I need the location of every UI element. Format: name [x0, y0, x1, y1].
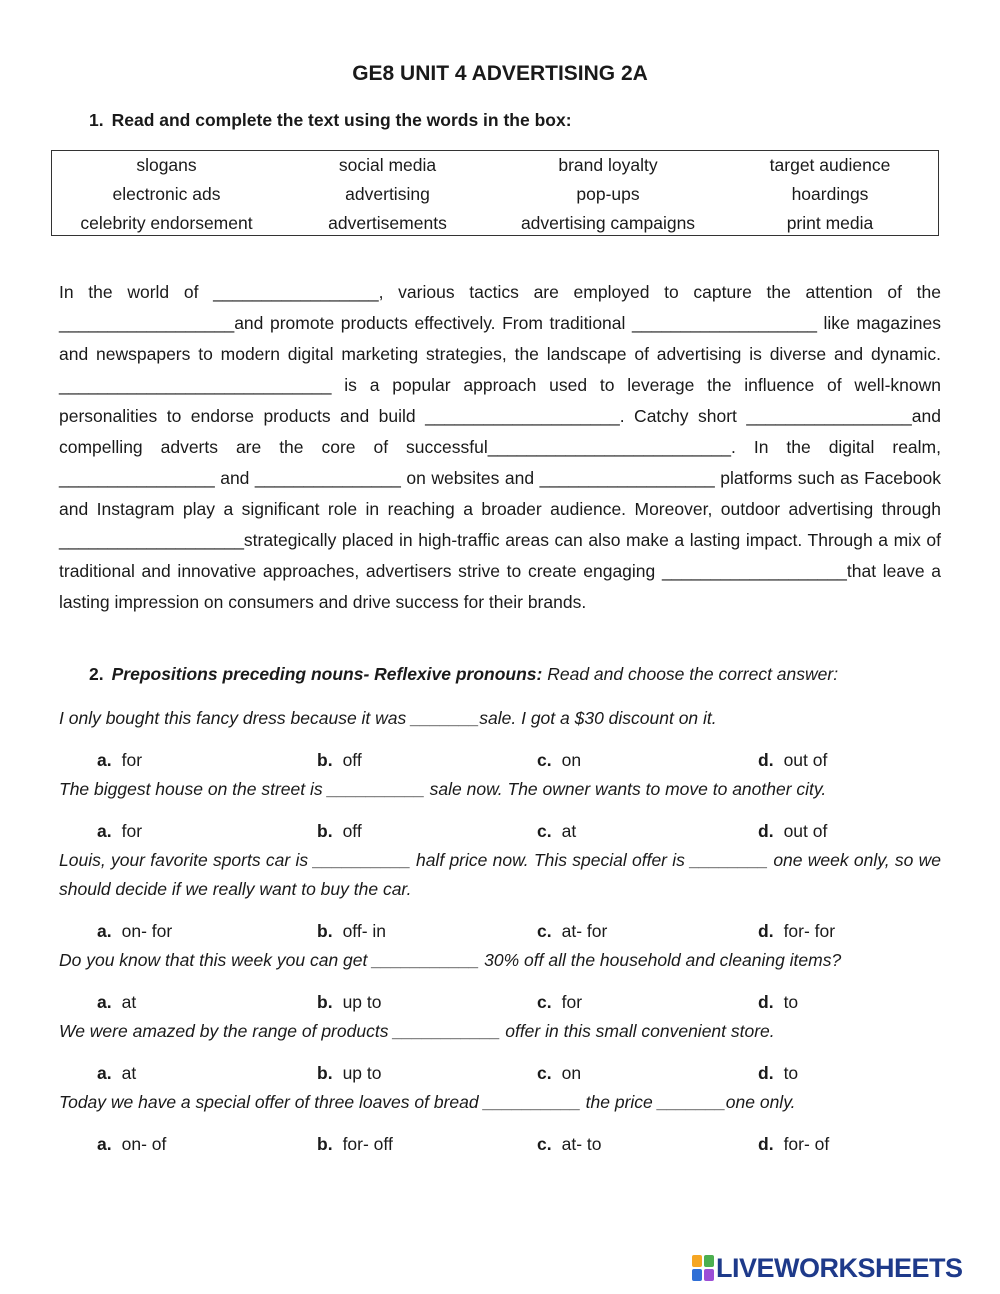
option-text: up to — [342, 1063, 382, 1083]
word-box-item: advertising — [345, 184, 430, 204]
question-item — [59, 775, 941, 846]
answer-option[interactable] — [758, 746, 827, 775]
option-letter: b. — [317, 1063, 333, 1083]
word-box-item: advertisements — [328, 213, 447, 233]
word-box-item: print media — [786, 213, 874, 233]
option-letter: d. — [758, 1063, 774, 1083]
word-box-item: slogans — [136, 155, 197, 175]
option-letter: a. — [97, 750, 112, 770]
option-letter: b. — [317, 821, 333, 841]
option-text: for- off — [342, 1134, 393, 1154]
question-item — [59, 1017, 941, 1088]
question-item — [59, 846, 941, 946]
question-item — [59, 704, 941, 775]
option-letter: a. — [97, 992, 112, 1012]
option-letter: d. — [758, 750, 774, 770]
option-letter: b. — [317, 992, 333, 1012]
option-text: at- for — [561, 921, 608, 941]
option-letter: b. — [317, 921, 333, 941]
question-text: I only bought this fancy dress because it was _______sale. I got a $30 discount on it. — [59, 708, 717, 728]
question-text: Do you know that this week you can get ___________ 30% off all the household and cleaning items? — [59, 950, 842, 970]
option-letter: b. — [317, 750, 333, 770]
answer-option[interactable] — [97, 1059, 136, 1088]
option-text: to — [783, 992, 799, 1012]
answer-option[interactable] — [97, 817, 142, 846]
answer-option[interactable] — [537, 1130, 602, 1159]
option-text: at — [121, 1063, 137, 1083]
option-letter: c. — [537, 1063, 552, 1083]
option-text: off- in — [342, 921, 387, 941]
word-box-item: pop-ups — [576, 184, 640, 204]
option-text: for — [121, 750, 143, 770]
question-list — [59, 704, 941, 1159]
logo-icon-tile — [704, 1255, 714, 1267]
option-letter: d. — [758, 821, 774, 841]
word-box-item: social media — [338, 155, 437, 175]
option-letter: c. — [537, 992, 552, 1012]
question-item — [59, 946, 941, 1017]
word-box-item: celebrity endorsement — [80, 213, 253, 233]
question-text: The biggest house on the street is __________ sale now. The owner wants to move to another city. — [59, 779, 827, 799]
option-text: at — [121, 992, 137, 1012]
answer-options — [59, 817, 941, 846]
answer-options — [59, 1059, 941, 1088]
cloze-passage: In the world of _________________, various tactics are employed to capture the attention of the __________________and promote products effectively. From traditional ___________________ like magazines and newspapers to modern digital marketing strategies, the landscape of advertising is diverse and dynamic. ____________________________ is a popular approach used to leverage the influence of well-known personalities to endorse products and build ____________________. Catchy short _________________and compelling adverts are the core of successful_________________________. In the digital realm, ________________ and _______________ on websites and __________________ platforms such as Facebook and Instagram play a significant role in reaching a broader audience. Moreover, outdoor advertising through ___________________strategically placed in high-traffic areas can also make a lasting impact. Through a mix of traditional and innovative approaches, advertisers strive to create engaging ___________________that leave a lasting impression on consumers and drive success for their brands. — [59, 282, 941, 612]
answer-options — [59, 988, 941, 1017]
answer-option[interactable] — [317, 917, 386, 946]
logo-icon-tile — [692, 1255, 702, 1267]
answer-option[interactable] — [97, 917, 172, 946]
answer-option[interactable] — [317, 746, 362, 775]
answer-option[interactable] — [758, 988, 798, 1017]
answer-option[interactable] — [97, 1130, 166, 1159]
answer-option[interactable] — [758, 1130, 829, 1159]
answer-option[interactable] — [537, 917, 607, 946]
section-1-number: 1. — [89, 110, 104, 130]
option-text: to — [783, 1063, 799, 1083]
section-2-instruction: Read and choose the correct answer: — [542, 664, 839, 684]
option-letter: c. — [537, 750, 552, 770]
logo-icon-tile — [692, 1269, 702, 1281]
answer-option[interactable] — [537, 746, 581, 775]
option-text: for — [121, 821, 143, 841]
section-2-heading — [89, 664, 838, 685]
liveworksheets-logo — [692, 1253, 963, 1283]
option-text: off — [342, 750, 362, 770]
logo-text: LIVEWORKSHEETS — [716, 1252, 963, 1283]
answer-option[interactable] — [317, 817, 362, 846]
answer-option[interactable] — [97, 988, 136, 1017]
option-text: out of — [783, 821, 828, 841]
answer-option[interactable] — [317, 1130, 393, 1159]
word-box-item: advertising campaigns — [520, 213, 696, 233]
answer-option[interactable] — [758, 917, 835, 946]
question-item — [59, 1088, 941, 1159]
page-title: GE8 UNIT 4 ADVERTISING 2A — [352, 62, 648, 85]
option-text: on- for — [121, 921, 173, 941]
answer-options — [59, 1130, 941, 1159]
option-letter: a. — [97, 1134, 112, 1154]
option-letter: d. — [758, 921, 774, 941]
option-letter: c. — [537, 1134, 552, 1154]
option-letter: a. — [97, 821, 112, 841]
option-letter: a. — [97, 1063, 112, 1083]
option-text: at — [561, 821, 577, 841]
option-letter: d. — [758, 1134, 774, 1154]
option-text: up to — [342, 992, 382, 1012]
question-text: Louis, your favorite sports car is __________ half price now. This special offer is ________ one week only, so we should decide if we really want to buy the car. — [59, 850, 941, 899]
section-1-heading — [89, 110, 572, 131]
option-text: on — [561, 750, 582, 770]
option-text: off — [342, 821, 362, 841]
option-letter: d. — [758, 992, 774, 1012]
option-letter: c. — [537, 921, 552, 941]
answer-option[interactable] — [537, 988, 582, 1017]
answer-option[interactable] — [537, 817, 576, 846]
question-text: Today we have a special offer of three loaves of bread __________ the price _______one only. — [59, 1092, 796, 1112]
answer-option[interactable] — [758, 1059, 798, 1088]
word-box-item: brand loyalty — [558, 155, 658, 175]
answer-option[interactable] — [317, 1059, 382, 1088]
option-letter: b. — [317, 1134, 333, 1154]
option-text: at- to — [561, 1134, 602, 1154]
option-text: on- of — [121, 1134, 167, 1154]
answer-options — [59, 746, 941, 775]
option-text: for — [561, 992, 583, 1012]
answer-option[interactable] — [758, 817, 827, 846]
answer-option[interactable] — [97, 746, 142, 775]
option-text: for- of — [783, 1134, 830, 1154]
option-letter: a. — [97, 921, 112, 941]
option-letter: c. — [537, 821, 552, 841]
answer-option[interactable] — [317, 988, 382, 1017]
logo-icon — [692, 1255, 714, 1281]
question-text: We were amazed by the range of products ___________ offer in this small convenient store. — [59, 1021, 775, 1041]
word-box-item: target audience — [769, 155, 891, 175]
answer-options — [59, 917, 941, 946]
word-box-item: hoardings — [791, 184, 869, 204]
section-2-topic: Prepositions preceding nouns- Reflexive pronouns: — [111, 664, 543, 684]
section-2-number: 2. — [89, 664, 104, 684]
word-box-item: electronic ads — [112, 184, 221, 204]
answer-option[interactable] — [537, 1059, 581, 1088]
section-1-instruction: Read and complete the text using the words in the box: — [111, 110, 572, 130]
logo-icon-tile — [704, 1269, 714, 1281]
option-text: for- for — [783, 921, 836, 941]
word-box — [51, 150, 939, 236]
option-text: on — [561, 1063, 582, 1083]
option-text: out of — [783, 750, 828, 770]
